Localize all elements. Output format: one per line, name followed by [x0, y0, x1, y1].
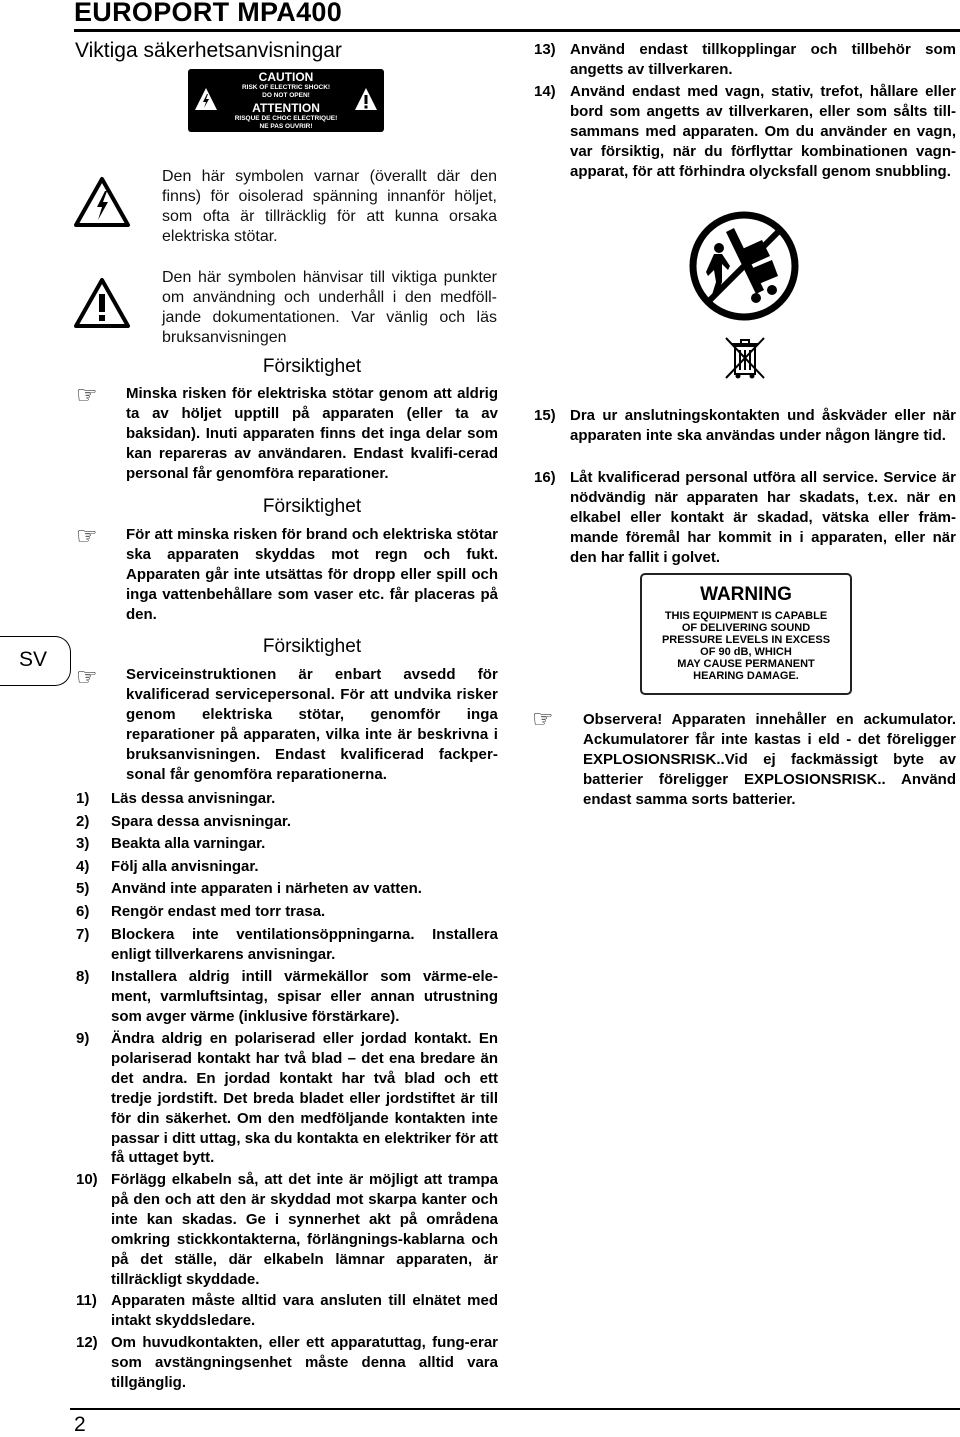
caution-text: CAUTION: [258, 70, 314, 84]
instruction-number: 3): [76, 835, 90, 852]
exclamation-warning-icon: [73, 277, 131, 329]
instruction-text: Ändra aldrig en polariserad eller jordad kontakt. En polariserad kontakt har två blad – det ena bredare än det andra. En jordad kontakt har två blad och ett tredje jordstift. Det breda bladet eller jordstiftet är till för din säkerhet. Om den medföljande kontakten inte passar i ditt uttag, ska du kontakta en elektriker för att få uttaget bytt.: [111, 1030, 498, 1167]
no-cart-tipover-icon: [688, 210, 800, 322]
exclamation-icon: [354, 87, 378, 111]
instruction-text: Dra ur anslutningskontakten und åskväder eller när apparaten inte ska användas under någon längre tid.: [570, 407, 956, 444]
caution-body: Minska risken för elektriska stötar genom att aldrig ta av höljet upptill på apparaten (eller ta av baksidan). Inuti apparaten finns det inga delar som kan repareras av användaren. Endast kvalifi-cerad personal får genomföra reparationer.: [126, 385, 498, 482]
instruction-text: Beakta alla varningar.: [111, 835, 266, 852]
instruction-text: Läs dessa anvisningar.: [111, 790, 276, 807]
pointing-hand-icon: ☞: [76, 382, 98, 409]
section-title: Viktiga säkerhetsanvisningar: [75, 39, 342, 62]
instruction-text: Spara dessa anvisningar.: [111, 813, 292, 830]
warning-title: WARNING: [700, 584, 792, 605]
instruction-text: Använd endast med vagn, stativ, trefot, hållare eller bord som angetts av tillverkaren, eller som sålts till-sammans med apparaten. Om du använder en vagn, var försiktig, när du förflyttar kombinationen vagn-apparat, för att förhindra olycksfall genom snubbling.: [570, 83, 956, 180]
instruction-text: Förlägg elkabeln så, att det inte är möjligt att trampa på den och att den är skyddad mot skarpa kanter och inte kan skadas. Ge i synnerhet akt på områdena omkring stickkontakterna, förlängnings-kablarna och på det ställe, där elkabeln lämnar apparaten, är tillräckligt skyddade.: [111, 1171, 498, 1288]
pointing-hand-icon: ☞: [532, 706, 554, 733]
instruction-number: 6): [76, 903, 90, 920]
instruction-text: Följ alla anvisningar.: [111, 858, 259, 875]
footer-rule: [70, 1408, 960, 1410]
risk-text-1: RISK OF ELECTRIC SHOCK!: [241, 84, 331, 91]
instruction-number: 2): [76, 813, 90, 830]
instruction-number: 15): [534, 407, 556, 424]
instruction-number: 1): [76, 790, 90, 807]
instruction-number: 10): [76, 1171, 98, 1188]
caution-heading: Försiktighet: [262, 356, 362, 377]
instruction-text: Låt kvalificerad personal utföra all service. Service är nödvändig när apparaten har skadats, t.ex. när en elkabel eller kontakt är skadad, vätska eller främ-mande föremål har kommit in i apparaten, eller när den har fallit i golvet.: [570, 469, 956, 566]
caution-heading: Försiktighet: [262, 496, 362, 517]
instruction-number: 16): [534, 469, 556, 486]
lightning-icon: [194, 87, 218, 111]
instruction-number: 14): [534, 83, 556, 100]
warning-line: HEARING DAMAGE.: [693, 670, 799, 682]
instruction-text: Apparaten måste alltid vara ansluten till elnätet med intakt skyddsledare.: [111, 1292, 498, 1329]
lightning-symbol-description: Den här symbolen varnar (överallt där den finns) för oisolerad spänning innanför höljet, som ofta är tillräcklig för att kunna orsaka elektriska stötar.: [162, 168, 497, 245]
instruction-number: 9): [76, 1030, 90, 1047]
instruction-number: 12): [76, 1334, 98, 1351]
instruction-number: 4): [76, 858, 90, 875]
pointing-hand-icon: ☞: [76, 664, 98, 691]
risk-text-2: DO NOT OPEN!: [262, 92, 310, 99]
warning-label: [640, 573, 852, 695]
caution-label: [188, 69, 384, 132]
instruction-number: 13): [534, 41, 556, 58]
language-tab-label: SV: [19, 648, 48, 671]
page-number: 2: [74, 1413, 86, 1436]
instruction-text: Använd endast tillkopplingar och tillbehör som angetts av tillverkaren.: [570, 41, 956, 78]
attention-text: ATTENTION: [252, 101, 320, 115]
warning-line: THIS EQUIPMENT IS CAPABLE: [664, 610, 828, 622]
warning-line: OF 90 dB, WHICH: [700, 646, 792, 658]
instruction-number: 11): [76, 1292, 97, 1309]
instruction-text: Blockera inte ventilationsöppningarna. Installera enligt tillverkarens anvisningar.: [111, 926, 498, 963]
instruction-text: Installera aldrig intill värmekällor som värme-ele-ment, varmluftsintag, spisar eller annan utrustning som avger värme (inklusive förstärkare).: [111, 968, 498, 1025]
instruction-number: 8): [76, 968, 90, 985]
lightning-warning-icon: [73, 176, 131, 228]
warning-line: OF DELIVERING SOUND: [681, 622, 811, 634]
document-title: EUROPORT MPA400: [74, 0, 343, 27]
instruction-number: 7): [76, 926, 90, 943]
language-tab: [0, 636, 71, 686]
instruction-number: 5): [76, 880, 90, 897]
instruction-text: Om huvudkontakten, eller ett apparatuttag, fung-erar som avstängningsenhet måste denna alltid vara tillgänglig.: [111, 1334, 498, 1391]
instruction-text: Rengör endast med torr trasa.: [111, 903, 326, 920]
crossed-out-bin-icon: [722, 334, 768, 386]
warning-line: PRESSURE LEVELS IN EXCESS: [661, 634, 831, 646]
risque-text-1: RISQUE DE CHOC ELECTRIQUE!: [234, 115, 338, 122]
risque-text-2: NE PAS OUVRIR!: [259, 123, 313, 130]
title-rule: [74, 29, 960, 32]
pointing-hand-icon: ☞: [76, 523, 98, 550]
instruction-text: Använd inte apparaten i närheten av vatten.: [111, 880, 422, 897]
battery-note: Observera! Apparaten innehåller en ackumulator. Ackumulatorer får inte kastas i eld - det föreligger EXPLOSIONSRISK..Vid ej fackmässigt byte av batterier föreligger EXPLOSIONSRISK.. Använd endast samma sorts batterier.: [583, 711, 956, 808]
caution-heading: Försiktighet: [262, 636, 362, 657]
exclamation-symbol-description: Den här symbolen hänvisar till viktiga punkter om användning och underhåll i den medföll-jande dokumentationen. Var vänlig och läs bruksanvisningen: [162, 269, 497, 346]
caution-body: Serviceinstruktionen är enbart avsedd för kvalificerad servicepersonal. För att undvika risker genom elektriska stötar, genomför inga reparationer på apparaten, vilka inte är beskrivna i bruksanvisningen. Endast kvalificerad fackper-sonal får genomföra reparationerna.: [126, 666, 498, 783]
caution-body: För att minska risken för brand och elektriska stötar ska apparaten skyddas mot regn och fukt. Apparaten går inte utsättas för dropp eller spill och inga vattenbehållare som vaser etc. får placeras på den.: [126, 526, 498, 623]
warning-line: MAY CAUSE PERMANENT: [677, 658, 815, 670]
